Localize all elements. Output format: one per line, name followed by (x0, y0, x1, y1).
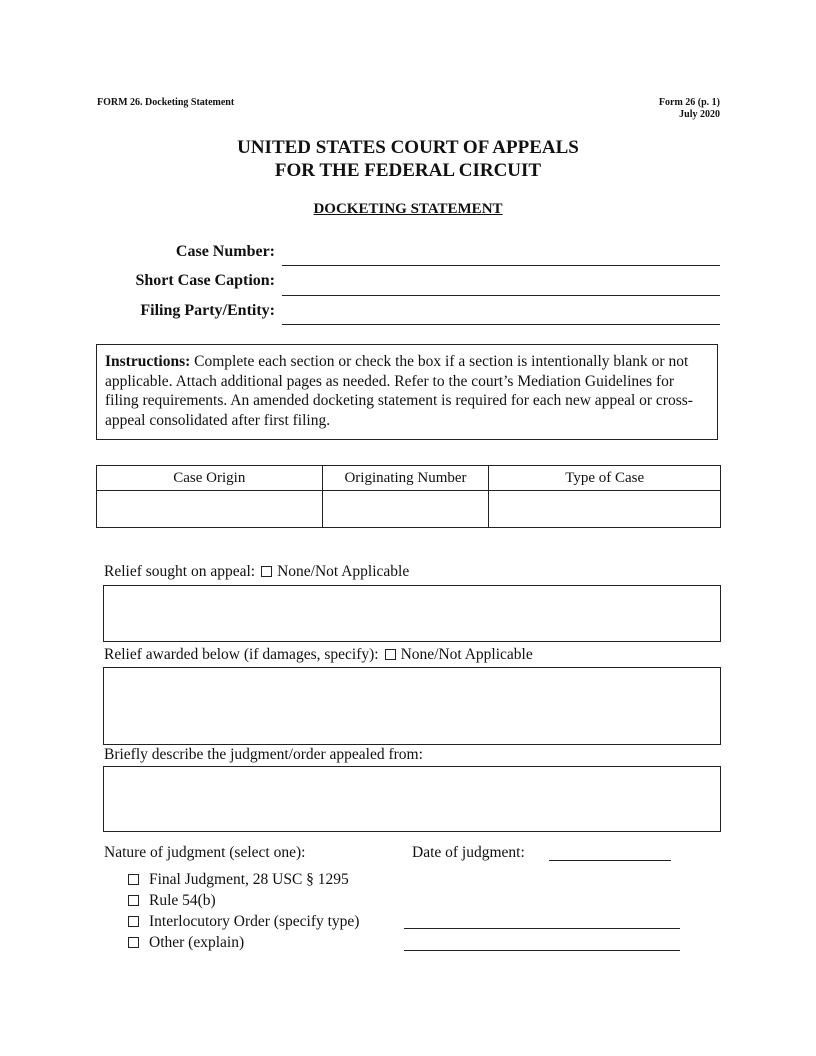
relief-awarded-na-checkbox[interactable] (385, 649, 396, 660)
case-origin-table (96, 465, 721, 528)
form-name: FORM 26. Docketing Statement (97, 97, 235, 108)
rule-54b-label: Rule 54(b) (149, 892, 216, 909)
relief-awarded-label: Relief awarded below (if damages, specify): (104, 646, 379, 663)
relief-sought-textbox[interactable] (103, 585, 721, 642)
interlocutory-type-field[interactable] (404, 928, 680, 929)
table-row (97, 491, 721, 528)
filing-party-field[interactable] (282, 324, 720, 325)
judgment-desc-label: Briefly describe the judgment/order appealed from: (104, 746, 423, 763)
header-case-origin: Case Origin (97, 466, 323, 491)
interlocutory-order-label: Interlocutory Order (specify type) (149, 913, 360, 930)
rule-54b-checkbox[interactable] (128, 895, 139, 906)
relief-sought-na-checkbox[interactable] (261, 566, 272, 577)
header-originating-number: Originating Number (322, 466, 489, 491)
court-title (0, 136, 816, 182)
judgment-desc-textbox[interactable] (103, 766, 721, 832)
relief-awarded-na-label: None/Not Applicable (400, 646, 533, 663)
form-page: Form 26 (p. 1) (658, 97, 720, 108)
case-origin-cell[interactable] (97, 491, 323, 528)
final-judgment-checkbox[interactable] (128, 874, 139, 885)
instructions-text: Complete each section or check the box if a section is intentionally blank or not applicable. Attach additional pages as needed. Refer to the court’s Mediation Guidelines for filing requirements. An amended docketing statement is required for each new appeal or cross-appeal consolidated after first filing. (105, 353, 693, 429)
form-page-info (659, 97, 720, 121)
nature-label: Nature of judgment (select one): (104, 844, 306, 861)
relief-awarded-textbox[interactable] (103, 667, 721, 745)
type-of-case-cell[interactable] (489, 491, 721, 528)
short-caption-field[interactable] (282, 295, 720, 296)
instructions-lead: Instructions: (105, 353, 191, 370)
header-type-of-case: Type of Case (489, 466, 721, 491)
court-title-line1: UNITED STATES COURT OF APPEALS (237, 137, 579, 158)
other-label: Other (explain) (149, 934, 245, 951)
originating-number-cell[interactable] (322, 491, 489, 528)
instructions-box (96, 344, 718, 440)
other-explain-field[interactable] (404, 950, 680, 951)
option-other[interactable] (128, 934, 244, 952)
other-checkbox[interactable] (128, 937, 139, 948)
relief-sought-na-label: None/Not Applicable (277, 563, 410, 580)
option-interlocutory-order[interactable] (128, 913, 359, 931)
option-rule-54b[interactable] (128, 892, 216, 910)
interlocutory-order-checkbox[interactable] (128, 916, 139, 927)
judgment-date-field[interactable] (549, 860, 671, 861)
judgment-date-label: Date of judgment: (412, 844, 525, 861)
case-number-label: Case Number: (175, 243, 275, 260)
relief-sought-label: Relief sought on appeal: (104, 563, 256, 580)
relief-awarded-row (104, 646, 533, 664)
court-title-line2: FOR THE FEDERAL CIRCUIT (274, 160, 542, 181)
case-number-field[interactable] (282, 265, 720, 266)
table-header-row (97, 466, 721, 491)
short-caption-label: Short Case Caption: (135, 272, 275, 289)
final-judgment-label: Final Judgment, 28 USC § 1295 (149, 871, 349, 888)
relief-sought-row (104, 563, 409, 581)
form-date: July 2020 (679, 109, 720, 120)
option-final-judgment[interactable] (128, 871, 349, 889)
document-title: DOCKETING STATEMENT (313, 201, 503, 217)
filing-party-label: Filing Party/Entity: (140, 302, 275, 319)
